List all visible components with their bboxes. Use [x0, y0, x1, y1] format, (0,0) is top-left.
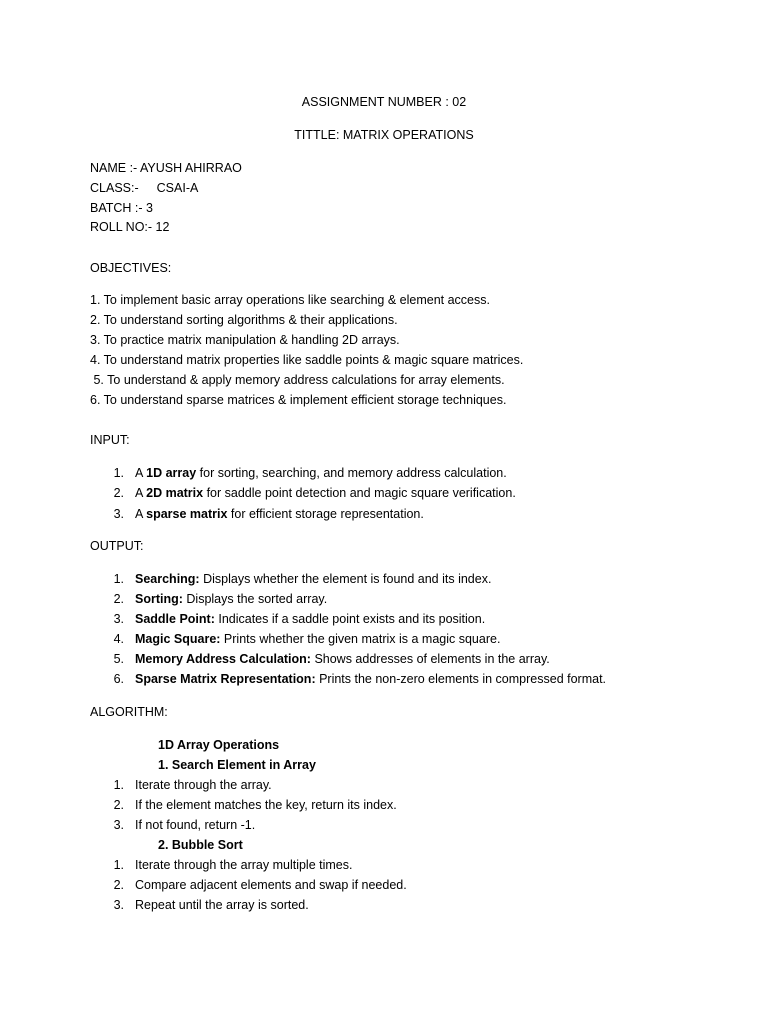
list-number: 3. — [113, 898, 124, 912]
input-item-text: for efficient storage representation. — [227, 507, 424, 521]
list-number: 3. — [113, 818, 124, 832]
output-item-bold: Sparse Matrix Representation: — [135, 672, 316, 686]
output-item-text: Prints whether the given matrix is a magic square. — [220, 632, 501, 646]
output-item-text: Displays whether the element is found and its index. — [199, 572, 492, 586]
search-title: 1. Search Element in Array — [158, 758, 316, 772]
list-number: 1. — [113, 466, 124, 480]
search-step — [102, 777, 272, 793]
objectives-heading: OBJECTIVES: — [90, 261, 172, 275]
list-number: 2. — [113, 592, 124, 606]
assignment-number: ASSIGNMENT NUMBER : 02 — [301, 95, 467, 109]
output-item-bold: Searching: — [135, 572, 200, 586]
output-item — [102, 611, 485, 627]
input-item-bold: sparse matrix — [146, 507, 228, 521]
output-item — [102, 651, 550, 667]
output-item-bold: Saddle Point: — [135, 612, 215, 626]
output-item-text: Shows addresses of elements in the array. — [310, 652, 550, 666]
output-item-text: Indicates if a saddle point exists and its position. — [214, 612, 486, 626]
input-item-prefix: A — [135, 507, 147, 521]
output-item — [102, 591, 327, 607]
bubble-sort-title: 2. Bubble Sort — [158, 838, 243, 852]
list-number: 1. — [113, 858, 124, 872]
sort-step — [102, 857, 352, 873]
list-number: 2. — [113, 878, 124, 892]
output-item — [102, 631, 500, 647]
list-number: 2. — [113, 798, 124, 812]
input-item — [102, 485, 516, 501]
input-item-bold: 2D matrix — [146, 486, 204, 500]
input-item-prefix: A — [135, 466, 147, 480]
output-item — [102, 571, 491, 587]
input-item-bold: 1D array — [146, 466, 197, 480]
list-number: 3. — [113, 612, 124, 626]
step-text: Iterate through the array multiple times. — [135, 858, 353, 872]
objective-item: 3. To practice matrix manipulation & handling 2D arrays. — [90, 333, 400, 347]
list-number: 1. — [113, 778, 124, 792]
class-label: CLASS:- — [90, 181, 139, 195]
algorithm-heading: ALGORITHM: — [90, 705, 168, 719]
objective-item: 2. To understand sorting algorithms & their applications. — [90, 313, 398, 327]
input-item-prefix: A — [135, 486, 147, 500]
output-heading: OUTPUT: — [90, 539, 144, 553]
step-text: If the element matches the key, return its index. — [135, 798, 397, 812]
objective-item: 4. To understand matrix properties like saddle points & magic square matrices. — [90, 353, 524, 367]
student-batch: BATCH :- 3 — [90, 201, 153, 215]
document-title: TITTLE: MATRIX OPERATIONS — [294, 128, 474, 142]
student-name: NAME :- AYUSH AHIRRAO — [90, 161, 242, 175]
objective-item: 6. To understand sparse matrices & implement efficient storage techniques. — [90, 393, 507, 407]
input-item — [102, 506, 424, 522]
list-number: 2. — [113, 486, 124, 500]
output-item-bold: Memory Address Calculation: — [135, 652, 311, 666]
step-text: If not found, return -1. — [135, 818, 256, 832]
list-number: 4. — [113, 632, 124, 646]
class-value: CSAI-A — [156, 181, 199, 195]
step-text: Compare adjacent elements and swap if needed. — [135, 878, 407, 892]
step-text: Iterate through the array. — [135, 778, 272, 792]
input-item — [102, 465, 507, 481]
input-item-text: for sorting, searching, and memory address calculation. — [196, 466, 507, 480]
output-item-bold: Magic Square: — [135, 632, 221, 646]
search-step — [102, 797, 397, 813]
algorithm-section-title: 1D Array Operations — [158, 738, 280, 752]
objective-item: 5. To understand & apply memory address calculations for array elements. — [90, 373, 505, 387]
list-number: 6. — [113, 672, 124, 686]
list-number: 5. — [113, 652, 124, 666]
search-step — [102, 817, 255, 833]
output-item-text: Displays the sorted array. — [182, 592, 328, 606]
student-roll: ROLL NO:- 12 — [90, 220, 170, 234]
output-item-bold: Sorting: — [135, 592, 183, 606]
sort-step — [102, 897, 309, 913]
output-item — [102, 671, 606, 687]
output-item-text: Prints the non-zero elements in compressed format. — [315, 672, 607, 686]
sort-step — [102, 877, 407, 893]
student-class — [90, 180, 198, 196]
objective-item: 1. To implement basic array operations like searching & element access. — [90, 293, 490, 307]
list-number: 3. — [113, 507, 124, 521]
list-number: 1. — [113, 572, 124, 586]
step-text: Repeat until the array is sorted. — [135, 898, 309, 912]
input-item-text: for saddle point detection and magic square verification. — [203, 486, 516, 500]
input-heading: INPUT: — [90, 433, 130, 447]
